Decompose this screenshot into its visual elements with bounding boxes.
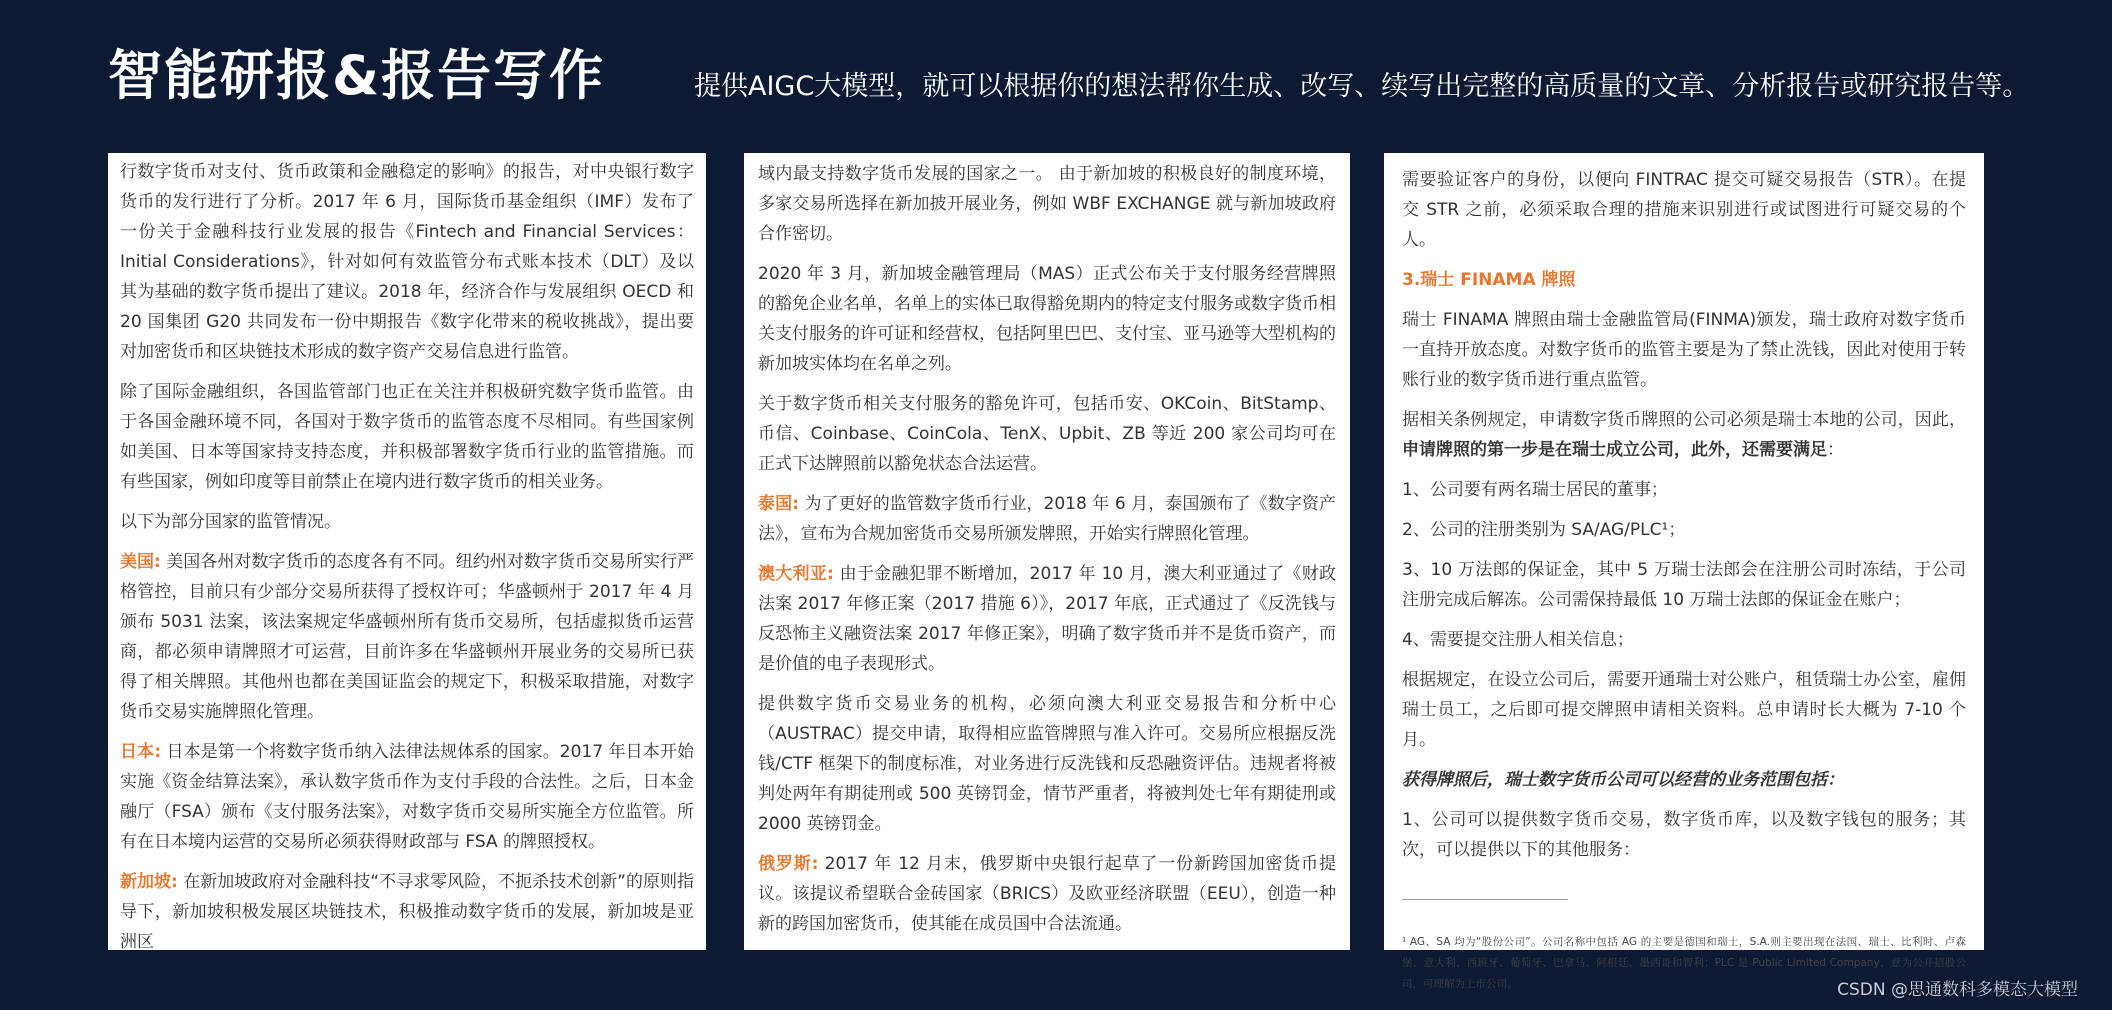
document-card-2 <box>744 153 1350 950</box>
paragraph: 瑞士 FINAMA 牌照由瑞士金融监管局(FINMA)颁发，瑞士政府对数字货币一直持开放态度。对数字货币的监管主要是为了禁止洗钱，因此对使用于转账行业的数字货币进行重点监管。 <box>1402 310 1966 390</box>
country-label-jp: 日本: <box>120 742 161 762</box>
country-text-au: 由于金融犯罪不断增加，2017 年 10 月，澳大利亚通过了《财政法案 2017 年修正案（2017 措施 6）》，2017 年底，正式通过了《反洗钱与反恐怖主义融资法案 2017 年修正案》，明确了数字货币并不是货币资产，而是价值的电子表现形式。 <box>758 564 1336 674</box>
country-text-jp: 日本是第一个将数字货币纳入法律法规体系的国家。2017 年日本开始实施《资金结算法案》，承认数字货币作为支付手段的合法性。之后，日本金融厅（FSA）颁布《支付服务法案》，对数字货币交易所实施全方位监管。所有在日本境内运营的交易所必须获得财政部与 FSA 的牌照授权。 <box>120 742 694 852</box>
country-label-au: 澳大利亚: <box>758 564 834 584</box>
footnote: ¹ AG、SA 均为“股份公司”。公司名称中包括 AG 的主要是德国和瑞士，S.A.则主要出现在法国、瑞士、比利时、卢森堡、意大利、西班牙、葡萄牙、巴拿马、阿根廷、墨西哥和智利；PLC 是 Public Limited Company，意为公开招股公司，可理解为上市公司。 <box>1402 936 1966 990</box>
paragraph-text: 据相关条例规定，申请数字货币牌照的公司必须是瑞士本地的公司，因此， <box>1402 410 1966 430</box>
country-paragraph-th <box>758 489 1336 549</box>
country-paragraph-sg <box>120 867 694 957</box>
paragraph-emphasis: 获得牌照后，瑞士数字货币公司可以经营的业务范围包括： <box>1402 770 1844 790</box>
country-paragraph-ru <box>758 849 1336 939</box>
paragraph: 根据规定，在设立公司后，需要开通瑞士对公账户，租赁瑞士办公室，雇佣瑞士员工，之后即可提交牌照申请相关资料。总申请时长大概为 7-10 个月。 <box>1402 670 1966 750</box>
country-paragraph-au <box>758 559 1336 679</box>
paragraph: 以下为部分国家的监管情况。 <box>120 512 341 532</box>
country-paragraph-jp <box>120 737 694 857</box>
paragraph: 行数字货币对支付、货币政策和金融稳定的影响》的报告，对中央银行数字货币的发行进行了分析。2017 年 6 月，国际货币基金组织（IMF）发布了一份关于金融科技行业发展的报告《Fintech and Financial Services：Initial Considerations》，针对如何有效监管分布式账本技术（DLT）及以其为基础的数字货币提出了建议。2018 年，经济合作与发展组织 OECD 和 20 国集团 G20 共同发布一份中期报告《数字化带来的税收挑战》，提出要对加密货币和区块链技术形成的数字资产交易信息进行监管。 <box>120 162 694 362</box>
page-subtitle: 提供AIGC大模型，就可以根据你的想法帮你生成、改写、续写出完整的高质量的文章、分析报告或研究报告等。 <box>694 71 2030 102</box>
paragraph: 域内最支持数字货币发展的国家之一。 由于新加坡的积极良好的制度环境，多家交易所选择在新加披开展业务，例如 WBF EXCHANGE 就与新加坡政府合作密切。 <box>758 164 1336 244</box>
paragraph-bold-text: 申请牌照的第一步是在瑞士成立公司，此外，还需要满足 <box>1402 440 1827 460</box>
watermark: CSDN @思通数科多模态大模型 <box>1837 980 2078 1000</box>
list-item: 3、10 万法郎的保证金，其中 5 万瑞士法郎会在注册公司时冻结，于公司注册完成后解冻。公司需保持最低 10 万瑞士法郎的保证金在账户； <box>1402 560 1966 610</box>
paragraph: 除了国际金融组织，各国监管部门也正在关注并积极研究数字货币监管。由于各国金融环境不同，各国对于数字货币的监管态度不尽相同。有些国家例如美国、日本等国家持支持态度，并积极部署数字货币行业的监管措施。而有些国家，例如印度等目前禁止在境内进行数字货币的相关业务。 <box>120 382 694 492</box>
list-item: 4、需要提交注册人相关信息； <box>1402 630 1634 650</box>
paragraph: 2020 年 3 月，新加坡金融管理局（MAS）正式公布关于支付服务经营牌照的豁免企业名单，名单上的实体已取得豁免期内的特定支付服务或数字货币相关支付服务的许可证和经营权，包括阿里巴巴、支付宝、亚马逊等大型机构的新加坡实体均在名单之列。 <box>758 264 1336 374</box>
page-title: 智能研报&报告写作 <box>108 44 606 107</box>
section-title: 3.瑞士 FINAMA 牌照 <box>1402 270 1576 290</box>
list-item: 2、公司的注册类别为 SA/AG/PLC¹； <box>1402 520 1686 540</box>
country-paragraph-us <box>120 547 694 727</box>
document-card-3 <box>1384 153 1984 990</box>
paragraph: 提供数字货币交易业务的机构，必须向澳大利亚交易报告和分析中心（AUSTRAC）提交申请，取得相应监管牌照与准入许可。交易所应根据反洗钱/CTF 框架下的制度标准，对业务进行反洗钱和反恐融资评估。违规者将被判处两年有期徒刑或 500 英镑罚金，情节严重者，将被判处七年有期徒刑或 2000 英镑罚金。 <box>758 694 1336 834</box>
list-item: 1、公司要有两名瑞士居民的董事； <box>1402 480 1668 500</box>
footnote-divider <box>1402 899 1568 900</box>
country-text-us: 美国各州对数字货币的态度各有不同。纽约州对数字货币交易所实行严格管控，目前只有少部分交易所获得了授权许可；华盛顿州于 2017 年 4 月颁布 5031 法案，该法案规定华盛顿州所有货币交易所，包括虚拟货币运营商，都必须申请牌照才可运营，目前许多在华盛顿州开展业务的交易所已获得了相关牌照。其他州也都在美国证监会的规定下，积极采取措施，对数字货币交易实施牌照化管理。 <box>120 552 694 722</box>
country-text-th: 为了更好的监管数字货币行业，2018 年 6 月，泰国颁布了《数字资产法》，宣布为合规加密货币交易所颁发牌照，开始实行牌照化管理。 <box>758 494 1336 544</box>
paragraph: 关于数字货币相关支付服务的豁免许可，包括币安、OKCoin、BitStamp、币信、Coinbase、CoinCola、TenX、Upbit、ZB 等近 200 家公司均可在正式下达牌照前以豁免状态合法运营。 <box>758 394 1336 474</box>
country-label-us: 美国: <box>120 552 161 572</box>
country-label-th: 泰国: <box>758 494 799 514</box>
paragraph: 1、公司可以提供数字货币交易，数字货币库，以及数字钱包的服务；其次，可以提供以下的其他服务： <box>1402 810 1966 860</box>
paragraph-text-end: ： <box>1827 440 1844 460</box>
country-label-sg: 新加坡: <box>120 872 178 892</box>
country-text-ru: 2017 年 12 月末，俄罗斯中央银行起草了一份新跨国加密货币提议。该提议希望联合金砖国家（BRICS）及欧亚经济联盟（EEU），创造一种新的跨国加密货币，使其能在成员国中合法流通。 <box>758 854 1336 934</box>
country-label-ru: 俄罗斯: <box>758 854 819 874</box>
paragraph <box>1402 405 1966 465</box>
paragraph: 需要验证客户的身份，以便向 FINTRAC 提交可疑交易报告（STR）。在提交 STR 之前，必须采取合理的措施来识别进行或试图进行可疑交易的个人。 <box>1402 170 1966 250</box>
country-text-sg: 在新加坡政府对金融科技“不寻求零风险，不扼杀技术创新”的原则指导下，新加坡积极发展区块链技术，积极推动数字货币的发展，新加坡是亚洲区 <box>120 872 694 952</box>
document-card-1 <box>108 153 706 950</box>
